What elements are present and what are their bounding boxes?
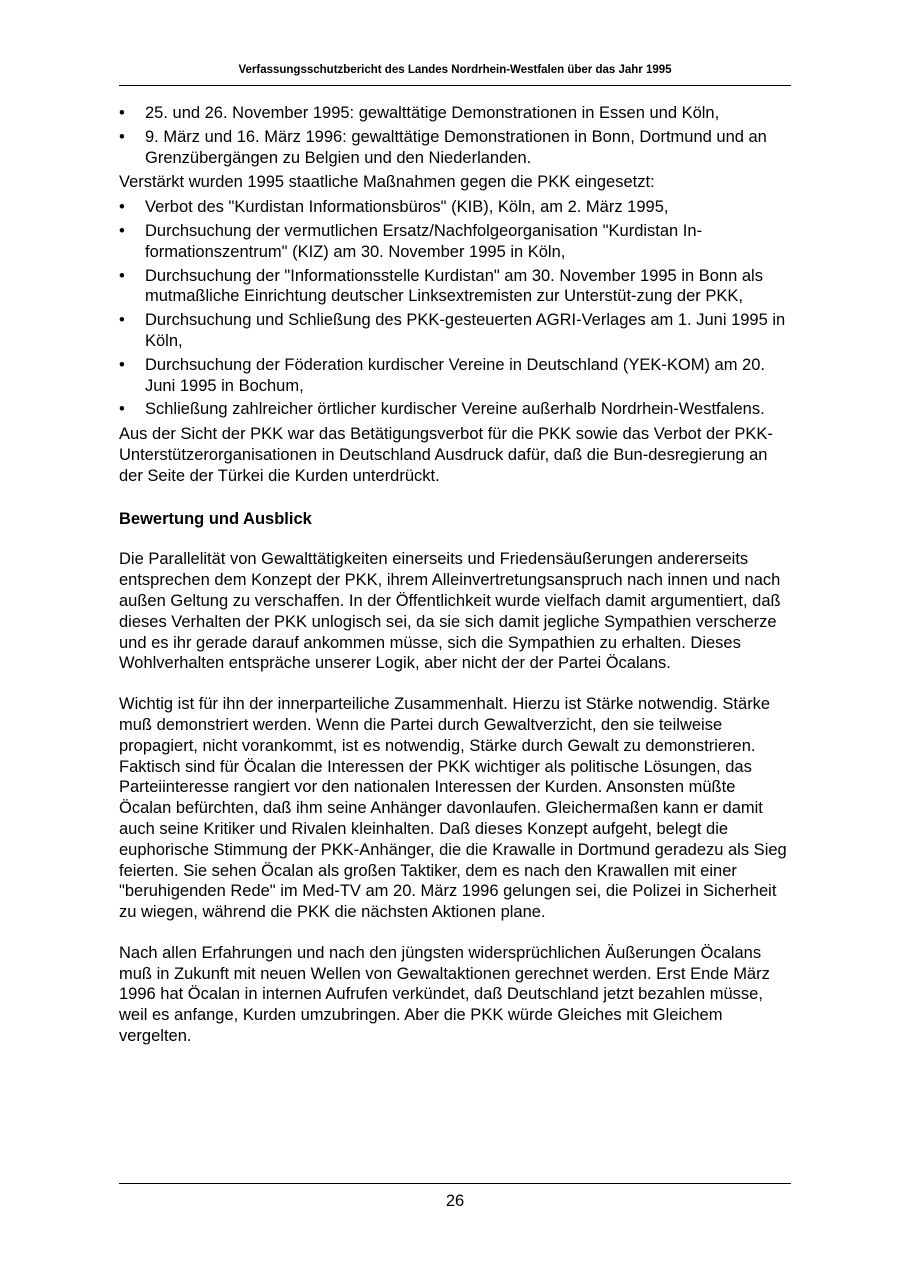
bullet-symbol: • [119, 127, 125, 146]
bullet-symbol: • [119, 400, 125, 419]
list-item: • Verbot des "Kurdistan Informationsbüros" (KIB), Köln, am 2. März 1995, [119, 198, 669, 217]
bullet-symbol: • [119, 266, 125, 285]
paragraph: Nach allen Erfahrungen und nach den jüngsten widersprüchlichen Äußerungen Öcalans muß in Zukunft mit neuen Wellen von Gewaltaktionen gerechnet werden. Erst Ende März 1996 hat Öcalan in internen Aufrufen verkündet, daß Deutschland jetzt bezahlen müsse, weil es anfange, Kurden umzubringen. Aber die PKK würde Gleiches mit Gleichem vergelten. [119, 943, 770, 1046]
page-body [119, 103, 791, 1047]
footer-rule [119, 1183, 791, 1184]
demonstrations-list [119, 103, 791, 168]
bullet-symbol: • [119, 104, 125, 122]
pkk-view-paragraph: Aus der Sicht der PKK war das Betätigungsverbot für die PKK sowie das Verbot der PKK-Unterstützerorganisationen in Deutschland Ausdruck dafür, daß die Bun-desregierung an der Seite der Türkei die Kurden unterdrückt. [119, 425, 773, 485]
bullet-symbol: • [119, 311, 125, 330]
paragraph: Die Parallelität von Gewalttätigkeiten einerseits und Friedensäußerungen andererseits entsprechen dem Konzept der PKK, ihrem Alleinvertretungsanspruch nach innen und nach außen Geltung zu verschaffen. In der Öffentlichkeit wurde vielfach damit argumentiert, daß dieses Verhalten der PKK unlogisch sei, da sie sich damit jegliche Sympathien verscherze und es ihr gerade darauf ankommen müsse, sich die Sympathien zu erhalten. Dieses Wohlverhalten entspräche unserer Logik, aber nicht der der Partei Öcalans. [119, 550, 781, 673]
list-item: • Durchsuchung und Schließung des PKK-gesteuerten AGRI-Verlages am 1. Juni 1995 in Köln, [119, 311, 786, 350]
list-item: • Durchsuchung der "Informationsstelle Kurdistan" am 30. November 1995 in Bonn als mutmaßliche Einrichtung deutscher Linksextremisten zur Unterstüt-zung der PKK, [119, 266, 763, 306]
list-item: • 25. und 26. November 1995: gewalttätige Demonstrationen in Essen und Köln, [119, 104, 720, 122]
running-header: Verfassungsschutzbericht des Landes Nordrhein-Westfalen über das Jahr 1995 [238, 64, 672, 76]
bullet-symbol: • [119, 198, 125, 217]
list-item: • 9. März und 16. März 1996: gewalttätige Demonstrationen in Bonn, Dortmund und an Grenzübergängen zu Belgien und den Niederlanden. [119, 127, 767, 167]
page-number: 26 [445, 1192, 465, 1210]
bullet-symbol: • [119, 355, 125, 374]
list-item: • Durchsuchung der vermutlichen Ersatz/Nachfolgeorganisation "Kurdistan In-formationszentrum" (KIZ) am 30. November 1995 in Köln, [119, 221, 703, 261]
list-item: • Durchsuchung der Föderation kurdischer Vereine in Deutschland (YEK-KOM) am 20. Juni 1995 in Bochum, [119, 355, 765, 395]
bullet-symbol: • [119, 221, 125, 240]
list-item: • Schließung zahlreicher örtlicher kurdischer Vereine außerhalb Nordrhein-Westfalens. [119, 400, 765, 419]
paragraph: Wichtig ist für ihn der innerparteiliche Zusammenhalt. Hierzu ist Stärke notwendig. Stärke muß demonstriert werden. Wenn die Partei durch Gewaltverzicht, den sie teilweise propagiert, nicht vorankommt, ist es notwendig, Stärke durch Gewalt zu demonstrieren. Faktisch sind für Öcalan die Interessen der PKK wichtiger als politische Lösungen, das Parteiinteresse rangiert vor den nationalen Interessen der Kurden. Ansonsten müßte Öcalan befürchten, daß ihm seine Anhänger davonlaufen. Gleichermaßen kann er damit auch seine Kritiker und Rivalen kleinhalten. Daß dieses Konzept aufgeht, belegt die euphorische Stimmung der PKK-Anhänger, die die Krawalle in Dortmund geradezu als Sieg feierten. Sie sehen Öcalan als großen Taktiker, dem es nach den Krawallen mit einer "beruhigenden Rede" im Med-TV am 20. März 1996 gelungen sei, die Polizei in Sicherheit zu wiegen, während die PKK die nächsten Aktionen plane. [119, 695, 787, 922]
measures-list [119, 197, 791, 420]
header-rule [119, 85, 791, 86]
section-heading: Bewertung und Ausblick [119, 509, 312, 528]
measures-intro: Verstärkt wurden 1995 staatliche Maßnahmen gegen die PKK eingesetzt: [119, 173, 655, 192]
